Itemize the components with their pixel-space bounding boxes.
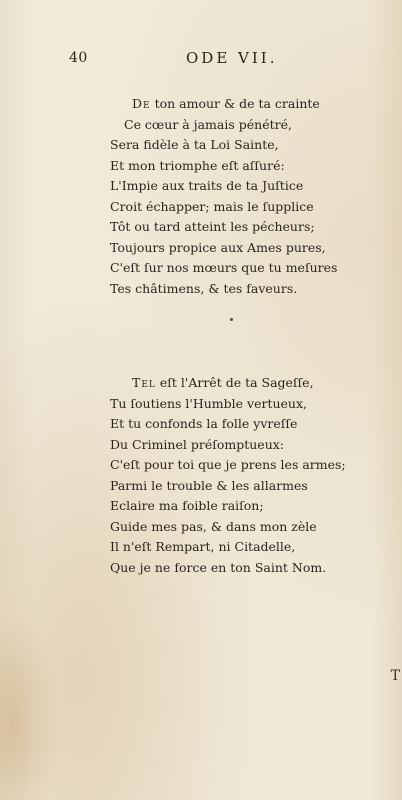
verse-line: Tôt ou tard atteint les pécheurs; (110, 219, 315, 234)
page-number: 40 (69, 50, 88, 66)
verse-line: Guide mes pas, & dans mon zèle (110, 518, 317, 534)
verse-line-text: eſt l'Arrêt de ta Sageſſe, (155, 375, 314, 390)
verse-line: Et mon triomphe eſt aſſuré: (110, 157, 285, 173)
verse-line: Et tu confonds la folle yvreſſe (110, 416, 298, 431)
stanza-1 (110, 94, 390, 299)
verse-line: Il n'eſt Rempart, ni Citadelle, (110, 539, 296, 554)
stanza-2 (110, 373, 390, 578)
verse-line: Du Criminel préſomptueux: (110, 436, 285, 452)
verse-line (110, 94, 390, 115)
verse-line: Que je ne force en ton Saint Nom. (110, 559, 327, 575)
verse-line: Tes châtimens, & tes faveurs. (110, 280, 298, 296)
verse-line: Eclaire ma foible raiſon; (110, 498, 264, 513)
facing-page-glyph: T (390, 668, 400, 684)
verse-line: C'eſt pour toi que je prens les armes; (110, 457, 346, 472)
stanza-opening-word: De (132, 96, 151, 111)
verse-line: Tu ſoutiens l'Humble vertueux, (110, 395, 308, 411)
paper-stain (0, 610, 60, 800)
ink-mark (230, 318, 233, 321)
verse-line: Ce cœur à jamais pénétré, (124, 116, 292, 132)
stanza-opening-word: Tel (132, 375, 156, 390)
verse-line: L'Impie aux traits de ta Juſtice (110, 178, 304, 193)
verse-line: Sera fidèle à ta Loi Sainte, (110, 137, 279, 152)
verse-line: Croit échapper; mais le ſupplice (110, 198, 314, 214)
running-title: ODE VII. (186, 49, 278, 67)
verse-line-text: ton amour & de ta crainte (150, 96, 320, 111)
verse-line: Parmi le trouble & les allarmes (110, 477, 308, 493)
verse-line (110, 373, 390, 394)
verse-line: C'eſt ſur nos mœurs que tu meſures (110, 260, 338, 275)
verse-line: Toujours propice aux Ames pures, (110, 239, 326, 255)
